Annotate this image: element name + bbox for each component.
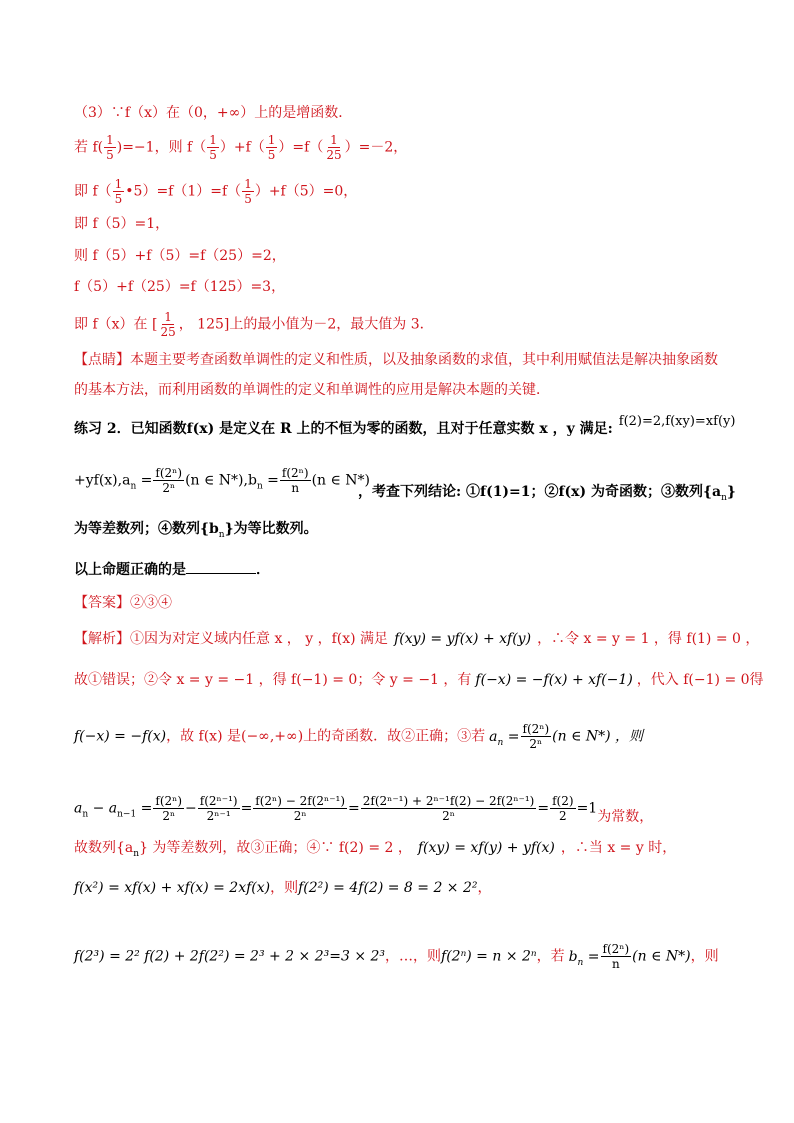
formula: f(x²) = xf(x) + xf(x) = 2xf(x) [74, 880, 271, 896]
text: 的基本方法，而利用函数的单调性的定义和单调性的应用是解决本题的关键． [74, 382, 550, 398]
fraction [361, 794, 537, 823]
numerator: 1 [106, 133, 114, 147]
denominator: 2ⁿ [162, 481, 176, 495]
text: 为等差数列；④数列{b [74, 521, 219, 537]
solution-line-4 [74, 214, 169, 234]
text: 若 f( [74, 139, 104, 156]
text: ）+f（5）=0， [254, 183, 358, 200]
solution-line-3 [74, 177, 357, 206]
denominator: 2ⁿ [529, 737, 543, 751]
denominator: 2ⁿ⁻¹ [206, 809, 231, 823]
text: 【答案】②③④ [74, 595, 172, 611]
exercise-2-conclusions: ，考查下列结论: ①f(1)=1；②f(x) 为奇函数；③数列$\{a_n\}$ [358, 484, 736, 503]
text: ，∴令 x = y = 1 ，得 f(1) = 0 ， [537, 631, 760, 647]
denominator: 2ⁿ [162, 809, 176, 823]
text: }为等比数列。 [224, 521, 318, 537]
text: 故①错误；②令 x = y = −1 ，得 f(−1) = 0；令 y = −1 ，有 [74, 672, 472, 688]
denominator: 5 [209, 148, 217, 162]
text: •5）=f（1）=f（ [125, 183, 242, 200]
analysis-line-2 [74, 670, 764, 690]
fraction [153, 794, 184, 823]
fraction-1-5 [266, 133, 278, 162]
text: ，则 [270, 880, 299, 896]
text: 以上命题正确的是 [74, 562, 186, 578]
numerator: 2f(2ⁿ⁻¹) + 2ⁿ⁻¹f(2) − 2f(2ⁿ⁻¹) [362, 794, 535, 808]
fraction [550, 794, 575, 823]
numerator: f(2ⁿ) [522, 722, 550, 736]
fraction-a-n [521, 722, 552, 751]
denominator: 2ⁿ [442, 809, 455, 823]
text: ）+f（ [219, 139, 265, 156]
fraction-1-25 [324, 133, 343, 162]
text: 【解析】①因为对定义域内任意 x ， y ，f(x) 满足 [74, 631, 389, 647]
solution-line-5 [74, 246, 286, 266]
fraction [198, 794, 240, 823]
fraction-b-n [280, 466, 311, 495]
text: =1 [576, 800, 598, 817]
fraction [253, 794, 347, 823]
text: = [348, 800, 360, 817]
analysis-line-5: 故数列$\{a_n\}$ 为等差数列，故③正确；④∵ f(2) = 2 ， f(xy) = xf(y) + yf(x) ，∴当 x = y 时， [74, 840, 677, 859]
analysis-line-1 [74, 629, 759, 649]
text: = [136, 800, 153, 817]
answer-blank [186, 559, 256, 574]
fraction-1-5 [242, 177, 254, 206]
comment-line-2 [74, 380, 550, 400]
fraction-b-n [601, 942, 632, 971]
exercise-2-question [74, 559, 270, 580]
fraction-1-5 [113, 177, 125, 206]
text: (n ∈ N*) [311, 472, 371, 489]
numerator: f(2ⁿ⁻¹) [199, 794, 238, 808]
text: } [726, 484, 736, 500]
analysis-line-7: f(2³) = 2² f(2) + 2f(2²) = 2³ + 2 × 2³=3 × 2³，…，则f(2ⁿ) = n × 2ⁿ，若 $b_n$ = $\frac{\text{f(2ⁿ)}}{n}$ (n ∈ N*)，则 [74, 942, 719, 971]
denominator: 5 [106, 148, 114, 162]
formula: f(xy) = xf(y) + yf(x) [417, 840, 555, 856]
text: )=−1，则 f（ [116, 139, 207, 156]
fraction-1-5 [207, 133, 219, 162]
text: ）=f（ [278, 139, 324, 156]
text: (n ∈ N*) ，则 [552, 728, 644, 745]
answer-line [74, 593, 172, 613]
text: = [537, 800, 550, 817]
text: ，∴当 x = y 时， [560, 840, 677, 856]
numerator: f(2ⁿ) [281, 466, 309, 480]
exercise-2-line-2: $+yf(x),a_n$ = $\frac{\text{f(2ⁿ)}}{\text{2ⁿ}}$ (n ∈ $N*),b_n$ = $\frac{\text{f(2ⁿ)}}{n}$ (n ∈ N*) [74, 466, 371, 495]
numerator: f(2ⁿ) [155, 794, 183, 808]
text: (n ∈ N*) [632, 948, 691, 965]
text: 则 f（5）+f（5）=f（25）=2， [74, 248, 286, 264]
numerator: f(2ⁿ) [155, 466, 183, 480]
fraction-1-5 [104, 133, 116, 162]
text: 【点睛】本题主要考查函数单调性的定义和性质，以及抽象函数的求值，其中利用赋值法是解决抽象函数 [74, 352, 718, 368]
text: 为常数， [597, 808, 654, 825]
formula: f(2²) = 4f(2) = 8 = 2 × 2² [298, 880, 478, 896]
denominator: 25 [160, 325, 176, 339]
text: ， [477, 880, 492, 896]
denominator: 25 [326, 148, 342, 162]
numerator: f(2ⁿ) − 2f(2ⁿ⁻¹) [255, 794, 346, 808]
text: ，故 f(x) 是(−∞,+∞)上的奇函数．故②正确；③若 [166, 728, 486, 745]
text: ）=－2， [344, 139, 408, 156]
text: （3）∵f（x）在（0，+∞）上的是增函数． [74, 105, 353, 121]
text: ，考查下列结论: ①f(1)=1；②f(x) 为奇函数；③数列{a [358, 484, 722, 500]
text: ，…，则 [385, 948, 442, 965]
solution-line-7 [74, 310, 434, 339]
text: ，则 [690, 948, 719, 965]
exercise-2-line-3: 为等差数列；④数列$\{b_n\}$为等比数列。 [74, 521, 318, 540]
formula: f(2ⁿ) = n × 2ⁿ [441, 948, 537, 965]
numerator: 1 [267, 133, 276, 147]
text: 即 f（ [74, 183, 112, 200]
denominator: 2ⁿ [293, 809, 307, 823]
analysis-line-3: f(−x) = −f(x)，故 f(x) 是(−∞,+∞)上的奇函数．故②正确；③若 $a_n$ = $\frac{\text{f(2ⁿ)}}{\text{2ⁿ}}$ (n ∈ N*) ，则 [74, 722, 644, 751]
text: ， 125]上的最小值为－2，最大值为 3． [178, 316, 434, 333]
formula: f(2³) = 2² f(2) + 2f(2²) = 2³ + 2 × 2³=3 × 2³ [74, 948, 386, 965]
numerator: 1 [330, 133, 338, 147]
text: f（5）+f（25）=f（125）=3， [74, 279, 286, 295]
text: 即 f（x）在 [ [74, 316, 158, 333]
denominator: 5 [267, 148, 276, 162]
analysis-line-4: $a_n - a_{n-1}$ = $\frac{\text{f(2ⁿ)}}{\text{2ⁿ}}$ − $\frac{\text{f(2ⁿ⁻¹)}}{\text{2ⁿ⁻¹}}$ = $\frac{\text{f(2ⁿ) − 2f(2ⁿ⁻¹)}}{\text{2ⁿ}}$ = $\frac{\text{2f(2ⁿ⁻¹) + 2ⁿ⁻¹f(2) − 2f(2ⁿ⁻¹)}}{\text{2ⁿ}}$ = $\frac{f(2)}{2}$ =1为常数， [74, 794, 654, 825]
text: 练习 2．已知函数f(x) 是定义在 R 上的不恒为零的函数，且对于任意实数 x ，y 满足: [74, 421, 613, 437]
denominator: n [611, 957, 620, 971]
text: } 为等差数列，故③正确；④∵ f(2) = 2 ， [139, 840, 412, 856]
numerator: 1 [114, 177, 123, 191]
formula: f(xy) = yf(x) + xf(y) [394, 631, 532, 647]
text: (n ∈ N*),b [185, 472, 257, 489]
denominator: 5 [114, 192, 123, 206]
formula: f(−x) = −f(x) [74, 728, 167, 745]
formula: f(2)=2,f(xy)=xf(y) [618, 414, 736, 429]
fraction-1-25 [158, 310, 177, 339]
text: − [185, 800, 197, 817]
text: ，若 [536, 948, 565, 965]
text: +yf(x),a [74, 472, 131, 489]
text: − a [88, 800, 118, 817]
denominator: 2 [559, 809, 567, 823]
numerator: 1 [209, 133, 217, 147]
text: 即 f（5）=1， [74, 216, 170, 232]
denominator: n [291, 481, 300, 495]
numerator: f(2ⁿ) [602, 942, 630, 956]
text: ，代入 f(−1) = 0得 [636, 672, 764, 688]
solution-line-6 [74, 277, 285, 297]
text: 故数列{a [74, 840, 134, 856]
solution-part3-line [74, 103, 352, 123]
comment-line-1 [74, 350, 718, 370]
numerator: 1 [164, 310, 172, 324]
exercise-2-line-1 [74, 414, 736, 440]
text: = [240, 800, 253, 817]
analysis-line-6 [74, 878, 492, 898]
text: a [74, 800, 83, 817]
numerator: f(2) [552, 794, 574, 808]
denominator: 5 [244, 192, 252, 206]
numerator: 1 [244, 177, 252, 191]
fraction-a-n [153, 466, 184, 495]
solution-line-2 [74, 133, 407, 162]
text: ． [256, 562, 270, 578]
formula: f(−x) = −f(x) + xf(−1) [475, 672, 633, 688]
